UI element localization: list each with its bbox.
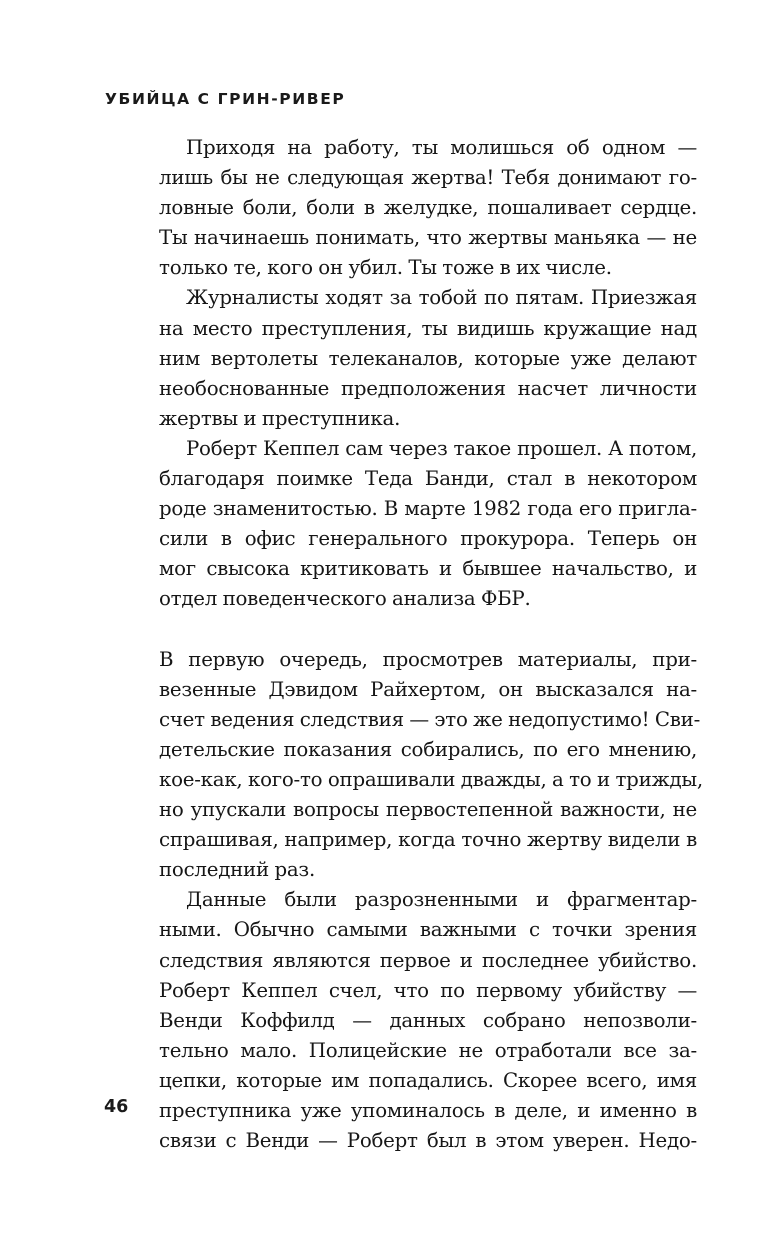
text-line: роде знаменитостью. В марте 1982 года его пригла- <box>159 497 697 521</box>
text-line: последний раз. <box>159 858 315 882</box>
running-head: УБИЙЦА С ГРИН-РИВЕР <box>105 90 346 108</box>
text-line: Журналисты ходят за тобой по пятам. Приезжая <box>186 286 697 310</box>
paragraph-5 <box>159 885 697 1156</box>
text-line: В первую очередь, просмотрев материалы, при- <box>159 647 697 671</box>
text-line: Роберт Кеппел счел, что по первому убийству — <box>159 978 697 1002</box>
paragraph-4 <box>159 645 703 886</box>
text-line: цепки, которые им попадались. Скорее всего, имя <box>159 1068 697 1092</box>
paragraph-3 <box>159 434 697 615</box>
text-line: Данные были разрозненными и фрагментар- <box>186 888 697 912</box>
text-line: на место преступления, ты видишь кружащие над <box>159 316 697 340</box>
paragraph-2 <box>159 283 697 433</box>
text-line: Приходя на работу, ты молишься об одном — <box>186 136 697 159</box>
text-line: благодаря поимке Теда Банди, стал в некотором <box>159 467 697 491</box>
paragraph-1 <box>159 133 697 283</box>
text-line: но упускали вопросы первостепенной важности, не <box>159 798 697 822</box>
text-line: отдел поведенческого анализа ФБР. <box>159 587 531 611</box>
text-line: связи с Венди — Роберт был в этом уверен. Недо- <box>159 1129 697 1153</box>
body-text <box>159 133 703 1156</box>
text-line: следствия являются первое и последнее убийство. <box>159 948 697 972</box>
text-line: жертвы и преступника. <box>159 406 401 430</box>
text-line: необоснованные предположения насчет личности <box>159 376 697 400</box>
text-line: тельно мало. Полицейские не отработали все за- <box>159 1038 697 1062</box>
text-line: спрашивая, например, когда точно жертву видели в <box>159 828 697 852</box>
text-line: ним вертолеты телеканалов, которые уже делают <box>159 346 697 370</box>
text-line: детельские показания собирались, по его мнению, <box>159 737 697 761</box>
text-line: мог свысока критиковать и бывшее начальство, и <box>159 557 697 581</box>
text-line: сили в офис генерального прокурора. Теперь он <box>159 527 697 551</box>
text-line: Венди Коффилд — данных собрано непозволи- <box>159 1008 697 1032</box>
page-number: 46 <box>104 1097 129 1117</box>
text-line: преступника уже упоминалось в деле, и именно в <box>159 1099 697 1122</box>
text-line: ловные боли, боли в желудке, пошаливает сердце. <box>159 196 697 220</box>
text-line: счет ведения следствия — это же недопустимо! Сви- <box>159 707 701 731</box>
section-break <box>159 615 697 645</box>
text-line: везенные Дэвидом Райхертом, он высказался на- <box>159 677 697 701</box>
text-line: только те, кого он убил. Ты тоже в их числе. <box>159 256 612 280</box>
text-line: кое-как, кого-то опрашивали дважды, а то и трижды, <box>159 767 703 791</box>
text-line: лишь бы не следующая жертва! Тебя донимают го- <box>159 166 697 190</box>
text-line: Ты начинаешь понимать, что жертвы маньяка — не <box>159 226 697 250</box>
text-line: Роберт Кеппел сам через такое прошел. А потом, <box>186 436 697 460</box>
text-line: ными. Обычно самыми важными с точки зрения <box>159 918 697 942</box>
